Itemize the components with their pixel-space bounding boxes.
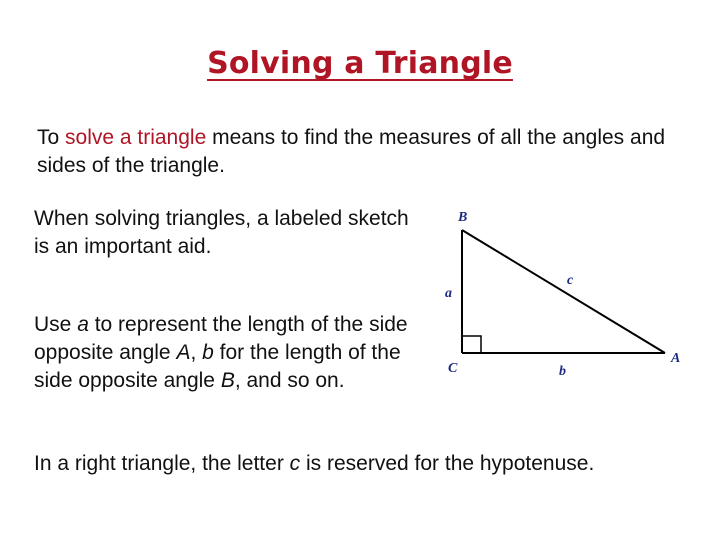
sketch-paragraph: When solving triangles, a labeled sketch is an important aid. <box>34 207 409 258</box>
side-c-hypotenuse-line <box>462 230 665 353</box>
var-a: a <box>77 313 89 336</box>
labeling-text-1: Use <box>34 313 78 336</box>
hypotenuse-text-1: In a right triangle, the letter <box>34 452 290 475</box>
labeling-text-2: to represent the length of the side opposite angle <box>34 313 408 364</box>
vertex-A-label: A <box>671 351 681 366</box>
var-B: B <box>220 369 235 392</box>
side-b-label: b <box>559 364 566 379</box>
vertex-C-label: C <box>448 361 458 376</box>
var-c: c <box>289 452 301 475</box>
labeling-text-5: , and so on. <box>234 369 345 392</box>
solve-a-triangle-term: solve a triangle <box>65 126 207 149</box>
slide-title: Solving a Triangle <box>207 46 513 81</box>
definition-text-after: means to find the measures of all the angles and sides of the triangle. <box>37 126 666 177</box>
var-b: b <box>202 341 214 364</box>
side-c-label: c <box>567 273 574 288</box>
definition-text-before: To <box>37 126 66 149</box>
labeling-text-4: for the length of the side opposite angle <box>34 341 401 392</box>
side-a-label: a <box>445 286 452 301</box>
hypotenuse-text-2: is reserved for the hypotenuse. <box>300 452 595 475</box>
vertex-B-label: B <box>458 210 468 225</box>
right-angle-marker <box>462 336 481 353</box>
labeling-text-3: , <box>190 341 203 364</box>
var-A: A <box>176 341 191 364</box>
